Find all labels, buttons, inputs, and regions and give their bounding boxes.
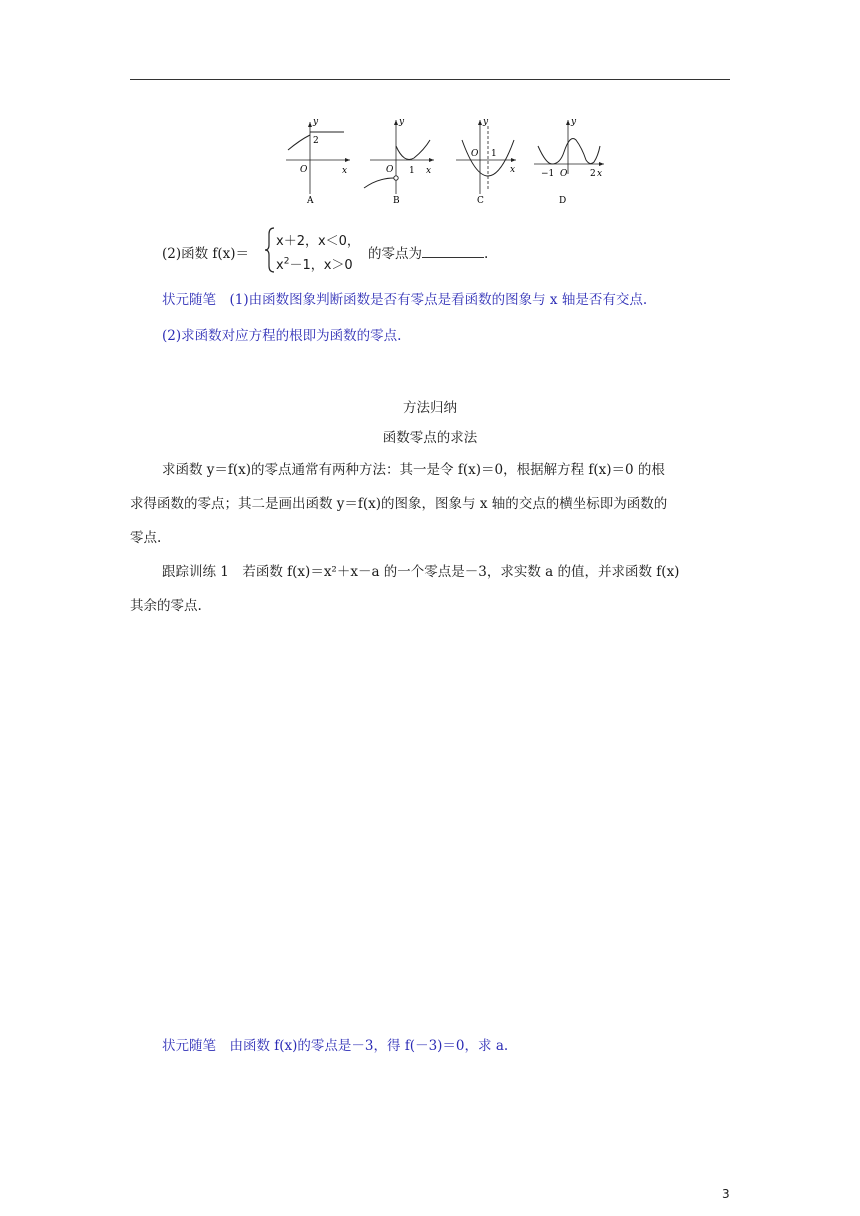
note-1-line-2: (2)求函数对应方程的根即为函数的零点. [162,328,402,344]
graph-c-origin: O [471,149,479,159]
graph-a-x-label: x [342,166,348,176]
answer-blank[interactable] [422,245,484,258]
question-2-lead: (2)函数 f(x)＝ [162,246,250,262]
graph-c-y-label: y [483,117,489,127]
graph-c [456,117,516,206]
graph-a [286,117,350,206]
case-2-base: x [276,258,284,273]
left-brace-icon [264,226,276,274]
graph-b [364,117,434,206]
case-2-exponent: 2 [283,256,290,267]
graph-d [534,117,604,206]
graph-b-origin: O [386,165,394,175]
graph-d-mark-left: −1 [541,169,555,179]
graph-c-mark: 1 [491,149,497,159]
header-rule [130,79,730,80]
question-2-after: 的零点为 [368,246,422,262]
page-number: 3 [722,1187,730,1201]
graph-b-x-label: x [426,166,432,176]
graph-d-mark-right: 2 [590,169,596,179]
question-2-tail [368,242,488,262]
graph-b-mark: 1 [409,166,415,176]
graph-d-y-label: y [571,117,577,127]
graph-c-x-label: x [510,165,516,175]
note-2: 状元随笔 由函数 f(x)的零点是－3，得 f(－3)＝0，求 a. [162,1038,509,1054]
method-line-3: 零点. [130,530,162,546]
graph-d-x-label: x [597,169,603,179]
piecewise-case-2 [276,254,353,273]
graph-d-origin: O [560,169,568,179]
method-line-1: 求函数 y＝f(x)的零点通常有两种方法：其一是令 f(x)＝0，根据解方程 f(x)＝0 的根 [162,462,665,478]
graph-a-origin: O [300,165,308,175]
function-graphs-figure [278,116,618,208]
case-2-rest: －1，x＞0 [289,258,353,273]
exercise-line-1: 跟踪训练 1 若函数 f(x)＝x²＋x－a 的一个零点是－3，求实数 a 的值，并求函数 f(x) [162,564,680,580]
graph-a-mark: 2 [313,136,319,146]
method-title: 方法归纳 [403,400,457,416]
graph-a-caption: A [307,196,314,206]
graph-b-caption: B [393,196,400,206]
graph-d-caption: D [559,196,567,206]
question-2-end: . [484,246,489,262]
graph-c-caption: C [477,196,484,206]
graph-a-y-label: y [313,117,319,127]
method-subtitle: 函数零点的求法 [382,430,478,446]
method-line-2: 求得函数的零点；其二是画出函数 y＝f(x)的图象，图象与 x 轴的交点的横坐标即为函数的 [130,496,668,512]
piecewise-case-1: x＋2，x＜0， [276,234,360,249]
exercise-line-2: 其余的零点. [130,598,202,614]
note-1-line-1: 状元随笔 (1)由函数图象判断函数是否有零点是看函数的图象与 x 轴是否有交点. [162,292,648,308]
graph-b-y-label: y [399,117,405,127]
